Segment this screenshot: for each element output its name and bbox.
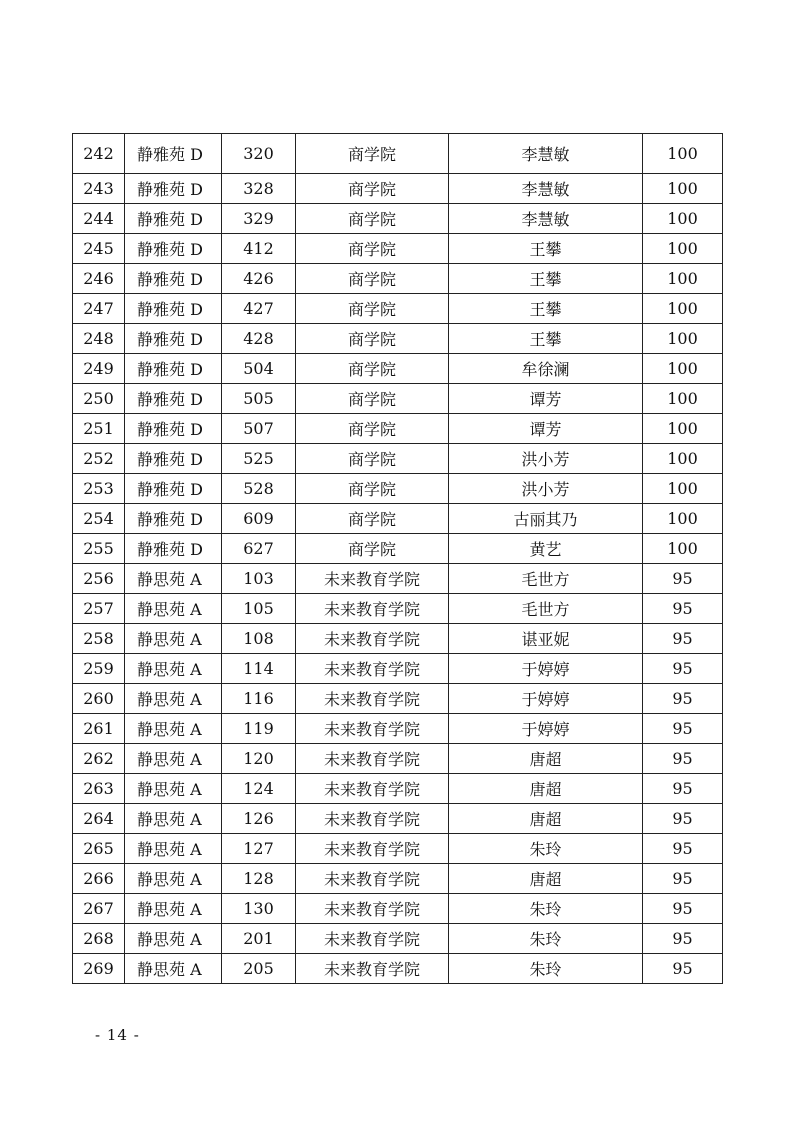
table-row — [73, 234, 723, 264]
table-row — [73, 804, 723, 834]
table-row — [73, 174, 723, 204]
row-number-cell: 261 — [73, 714, 125, 744]
table-row — [73, 624, 723, 654]
score-cell: 100 — [643, 534, 723, 564]
college-cell: 未来教育学院 — [296, 714, 449, 744]
room-number-cell: 627 — [222, 534, 296, 564]
room-number-cell: 120 — [222, 744, 296, 774]
responsible-person-cell: 唐超 — [449, 744, 643, 774]
score-cell: 95 — [643, 564, 723, 594]
building-cell: 静雅苑 D — [125, 204, 222, 234]
table-row — [73, 294, 723, 324]
score-cell: 95 — [643, 654, 723, 684]
room-number-cell: 528 — [222, 474, 296, 504]
row-number-cell: 268 — [73, 924, 125, 954]
table-row — [73, 474, 723, 504]
row-number-cell: 269 — [73, 954, 125, 984]
room-number-cell: 119 — [222, 714, 296, 744]
room-number-cell: 124 — [222, 774, 296, 804]
row-number-cell: 264 — [73, 804, 125, 834]
score-cell: 100 — [643, 414, 723, 444]
row-number-cell: 245 — [73, 234, 125, 264]
row-number-cell: 265 — [73, 834, 125, 864]
building-cell: 静思苑 A — [125, 594, 222, 624]
room-number-cell: 609 — [222, 504, 296, 534]
responsible-person-cell: 毛世方 — [449, 594, 643, 624]
college-cell: 商学院 — [296, 324, 449, 354]
room-number-cell: 201 — [222, 924, 296, 954]
room-number-cell: 108 — [222, 624, 296, 654]
row-number-cell: 243 — [73, 174, 125, 204]
college-cell: 商学院 — [296, 204, 449, 234]
building-cell: 静雅苑 D — [125, 504, 222, 534]
building-cell: 静雅苑 D — [125, 354, 222, 384]
college-cell: 商学院 — [296, 174, 449, 204]
building-cell: 静思苑 A — [125, 564, 222, 594]
college-cell: 商学院 — [296, 414, 449, 444]
room-number-cell: 114 — [222, 654, 296, 684]
building-cell: 静思苑 A — [125, 684, 222, 714]
college-cell: 商学院 — [296, 504, 449, 534]
responsible-person-cell: 李慧敏 — [449, 134, 643, 174]
building-cell: 静雅苑 D — [125, 534, 222, 564]
score-cell: 100 — [643, 294, 723, 324]
table-row — [73, 534, 723, 564]
building-cell: 静雅苑 D — [125, 174, 222, 204]
table-row — [73, 864, 723, 894]
room-number-cell: 507 — [222, 414, 296, 444]
college-cell: 未来教育学院 — [296, 594, 449, 624]
row-number-cell: 260 — [73, 684, 125, 714]
row-number-cell: 257 — [73, 594, 125, 624]
score-cell: 100 — [643, 384, 723, 414]
room-number-cell: 127 — [222, 834, 296, 864]
college-cell: 未来教育学院 — [296, 864, 449, 894]
table-row — [73, 744, 723, 774]
table-row — [73, 564, 723, 594]
college-cell: 未来教育学院 — [296, 654, 449, 684]
row-number-cell: 253 — [73, 474, 125, 504]
building-cell: 静雅苑 D — [125, 234, 222, 264]
score-cell: 95 — [643, 624, 723, 654]
responsible-person-cell: 牟徐澜 — [449, 354, 643, 384]
room-number-cell: 105 — [222, 594, 296, 624]
dormitory-score-table — [72, 133, 723, 984]
table-body — [73, 134, 723, 984]
responsible-person-cell: 王攀 — [449, 264, 643, 294]
building-cell: 静雅苑 D — [125, 384, 222, 414]
college-cell: 商学院 — [296, 384, 449, 414]
row-number-cell: 244 — [73, 204, 125, 234]
row-number-cell: 247 — [73, 294, 125, 324]
score-cell: 100 — [643, 474, 723, 504]
row-number-cell: 262 — [73, 744, 125, 774]
college-cell: 商学院 — [296, 444, 449, 474]
college-cell: 商学院 — [296, 354, 449, 384]
score-cell: 100 — [643, 204, 723, 234]
row-number-cell: 267 — [73, 894, 125, 924]
room-number-cell: 427 — [222, 294, 296, 324]
responsible-person-cell: 李慧敏 — [449, 174, 643, 204]
table-row — [73, 504, 723, 534]
room-number-cell: 205 — [222, 954, 296, 984]
room-number-cell: 505 — [222, 384, 296, 414]
responsible-person-cell: 谭芳 — [449, 384, 643, 414]
responsible-person-cell: 古丽其乃 — [449, 504, 643, 534]
college-cell: 未来教育学院 — [296, 624, 449, 654]
building-cell: 静思苑 A — [125, 834, 222, 864]
score-cell: 95 — [643, 924, 723, 954]
table-row — [73, 594, 723, 624]
score-cell: 100 — [643, 444, 723, 474]
building-cell: 静雅苑 D — [125, 324, 222, 354]
college-cell: 未来教育学院 — [296, 834, 449, 864]
row-number-cell: 250 — [73, 384, 125, 414]
score-cell: 95 — [643, 714, 723, 744]
college-cell: 商学院 — [296, 294, 449, 324]
responsible-person-cell: 朱玲 — [449, 924, 643, 954]
building-cell: 静雅苑 D — [125, 414, 222, 444]
score-cell: 100 — [643, 174, 723, 204]
row-number-cell: 251 — [73, 414, 125, 444]
row-number-cell: 248 — [73, 324, 125, 354]
table-row — [73, 264, 723, 294]
building-cell: 静雅苑 D — [125, 134, 222, 174]
score-cell: 95 — [643, 834, 723, 864]
college-cell: 未来教育学院 — [296, 894, 449, 924]
score-cell: 100 — [643, 264, 723, 294]
room-number-cell: 130 — [222, 894, 296, 924]
responsible-person-cell: 于婷婷 — [449, 654, 643, 684]
building-cell: 静思苑 A — [125, 864, 222, 894]
table-row — [73, 324, 723, 354]
row-number-cell: 256 — [73, 564, 125, 594]
row-number-cell: 249 — [73, 354, 125, 384]
responsible-person-cell: 洪小芳 — [449, 474, 643, 504]
row-number-cell: 246 — [73, 264, 125, 294]
building-cell: 静思苑 A — [125, 714, 222, 744]
room-number-cell: 328 — [222, 174, 296, 204]
room-number-cell: 103 — [222, 564, 296, 594]
room-number-cell: 428 — [222, 324, 296, 354]
responsible-person-cell: 朱玲 — [449, 894, 643, 924]
responsible-person-cell: 李慧敏 — [449, 204, 643, 234]
college-cell: 商学院 — [296, 264, 449, 294]
table-row — [73, 354, 723, 384]
college-cell: 未来教育学院 — [296, 804, 449, 834]
college-cell: 未来教育学院 — [296, 954, 449, 984]
responsible-person-cell: 黄艺 — [449, 534, 643, 564]
responsible-person-cell: 唐超 — [449, 864, 643, 894]
responsible-person-cell: 洪小芳 — [449, 444, 643, 474]
room-number-cell: 126 — [222, 804, 296, 834]
responsible-person-cell: 谭芳 — [449, 414, 643, 444]
table-row — [73, 954, 723, 984]
college-cell: 商学院 — [296, 234, 449, 264]
table-row — [73, 444, 723, 474]
table-row — [73, 384, 723, 414]
score-cell: 100 — [643, 504, 723, 534]
row-number-cell: 266 — [73, 864, 125, 894]
responsible-person-cell: 朱玲 — [449, 954, 643, 984]
row-number-cell: 258 — [73, 624, 125, 654]
responsible-person-cell: 唐超 — [449, 804, 643, 834]
college-cell: 未来教育学院 — [296, 564, 449, 594]
responsible-person-cell: 王攀 — [449, 294, 643, 324]
college-cell: 未来教育学院 — [296, 684, 449, 714]
building-cell: 静雅苑 D — [125, 264, 222, 294]
score-cell: 100 — [643, 324, 723, 354]
score-cell: 100 — [643, 234, 723, 264]
responsible-person-cell: 唐超 — [449, 774, 643, 804]
room-number-cell: 320 — [222, 134, 296, 174]
table-row — [73, 774, 723, 804]
table-row — [73, 654, 723, 684]
responsible-person-cell: 于婷婷 — [449, 684, 643, 714]
college-cell: 商学院 — [296, 534, 449, 564]
responsible-person-cell: 王攀 — [449, 234, 643, 264]
building-cell: 静雅苑 D — [125, 474, 222, 504]
college-cell: 商学院 — [296, 474, 449, 504]
responsible-person-cell: 毛世方 — [449, 564, 643, 594]
building-cell: 静思苑 A — [125, 954, 222, 984]
college-cell: 未来教育学院 — [296, 774, 449, 804]
table-row — [73, 714, 723, 744]
table-row — [73, 414, 723, 444]
room-number-cell: 525 — [222, 444, 296, 474]
building-cell: 静雅苑 D — [125, 444, 222, 474]
building-cell: 静雅苑 D — [125, 294, 222, 324]
building-cell: 静思苑 A — [125, 774, 222, 804]
responsible-person-cell: 于婷婷 — [449, 714, 643, 744]
college-cell: 未来教育学院 — [296, 744, 449, 774]
score-cell: 95 — [643, 864, 723, 894]
score-cell: 95 — [643, 594, 723, 624]
row-number-cell: 255 — [73, 534, 125, 564]
college-cell: 商学院 — [296, 134, 449, 174]
room-number-cell: 426 — [222, 264, 296, 294]
table-row — [73, 924, 723, 954]
score-cell: 95 — [643, 774, 723, 804]
college-cell: 未来教育学院 — [296, 924, 449, 954]
table-row — [73, 134, 723, 174]
page-number: - 14 - — [95, 1026, 140, 1044]
row-number-cell: 263 — [73, 774, 125, 804]
table-row — [73, 894, 723, 924]
room-number-cell: 116 — [222, 684, 296, 714]
row-number-cell: 259 — [73, 654, 125, 684]
table-row — [73, 684, 723, 714]
score-cell: 100 — [643, 134, 723, 174]
building-cell: 静思苑 A — [125, 624, 222, 654]
responsible-person-cell: 朱玲 — [449, 834, 643, 864]
row-number-cell: 242 — [73, 134, 125, 174]
responsible-person-cell: 王攀 — [449, 324, 643, 354]
score-cell: 95 — [643, 954, 723, 984]
score-cell: 95 — [643, 894, 723, 924]
score-cell: 95 — [643, 684, 723, 714]
score-cell: 95 — [643, 744, 723, 774]
room-number-cell: 412 — [222, 234, 296, 264]
room-number-cell: 128 — [222, 864, 296, 894]
room-number-cell: 504 — [222, 354, 296, 384]
building-cell: 静思苑 A — [125, 654, 222, 684]
building-cell: 静思苑 A — [125, 924, 222, 954]
table-row — [73, 834, 723, 864]
room-number-cell: 329 — [222, 204, 296, 234]
row-number-cell: 252 — [73, 444, 125, 474]
row-number-cell: 254 — [73, 504, 125, 534]
table-row — [73, 204, 723, 234]
building-cell: 静思苑 A — [125, 894, 222, 924]
responsible-person-cell: 谌亚妮 — [449, 624, 643, 654]
building-cell: 静思苑 A — [125, 804, 222, 834]
score-cell: 100 — [643, 354, 723, 384]
score-cell: 95 — [643, 804, 723, 834]
building-cell: 静思苑 A — [125, 744, 222, 774]
